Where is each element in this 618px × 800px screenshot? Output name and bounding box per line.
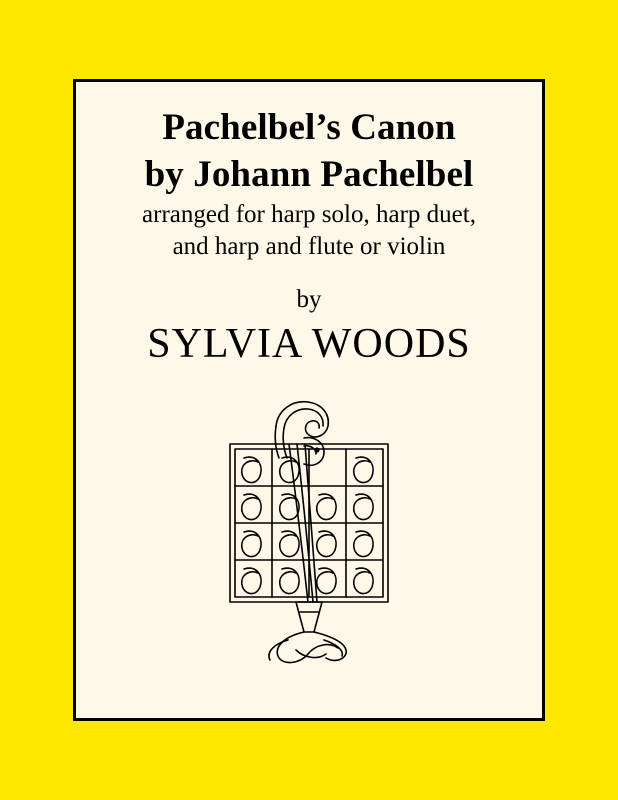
subtitle-line-2: and harp and flute or violin xyxy=(172,233,446,261)
subtitle-line-1: arranged for harp solo, harp duet, xyxy=(142,200,476,228)
byline-label: by xyxy=(296,285,322,313)
page-title-line-2: by Johann Pachelbel xyxy=(144,154,474,196)
title-block xyxy=(76,82,542,368)
book-cover xyxy=(73,79,545,721)
page-title-line-1: Pachelbel’s Canon xyxy=(162,107,456,148)
artwork-container xyxy=(76,368,542,718)
celtic-knotwork-harp-icon xyxy=(204,378,414,668)
author-name: SYLVIA WOODS xyxy=(147,320,471,367)
